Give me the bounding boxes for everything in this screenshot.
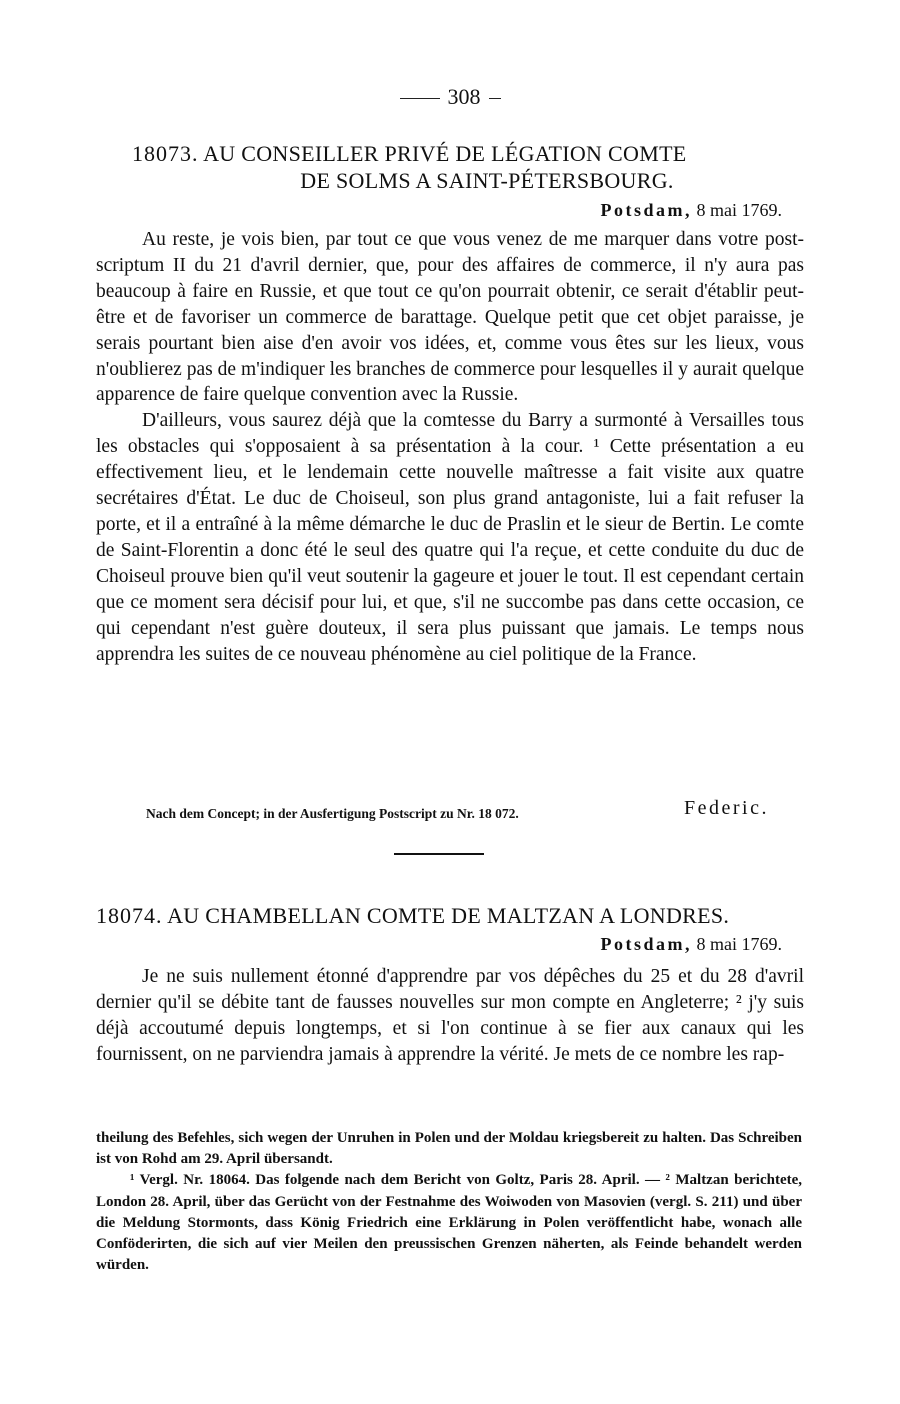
heading-line-2: DE SOLMS A SAINT-PÉTERSBOURG. (300, 168, 674, 193)
letter-number: 18073. (132, 141, 199, 166)
page-number: 308 (447, 84, 481, 109)
paragraph: Au reste, je vois bien, par tout ce que vous venez de me marquer dans votre post-scriptum II du 21 d'avril dernier, que, pour des affaires de commerce, il n'y aura pas beaucoup à faire en Russie, et que tout ce qu'on pourrait obtenir, ce serait d'établir peut-être et de favoriser un commerce de barattage. Quelque petit que cet objet paraisse, je serais pourtant bien aise d'en avoir vos idées, et, comme vous êtes sur les lieux, vous n'oublierez pas de m'indiquer les branches de commerce pour lesquelles il y aurait quelque apparence de faire quelque convention avec la Russie. (96, 229, 804, 406)
footnotes (96, 1128, 802, 1276)
footnote-text: ¹ Vergl. Nr. 18064. Das folgende nach dem Bericht von Goltz, Paris 28. April. — ² Maltzan berichtete, London 28. April, über das Gerücht von der Festnahme des Woiwoden von Masovien (vergl. S. 211) und über die Meldung Stormonts, dass König Friedrich eine Erklärung in Polen veröffentlicht habe, wonach alle Conföderirten, die sich auf vier Meilen den preussischen Grenzen näherten, als Feinde behandelt werden würden. (96, 1172, 802, 1274)
header-dash-left (400, 98, 440, 99)
footnote-continuation: theilung des Befehles, sich wegen der Unruhen in Polen und der Moldau kriegsbereit zu halten. Das Schreiben ist von Rohd am 29. April übersandt. (96, 1130, 802, 1168)
section-divider (394, 853, 484, 855)
letter-number: 18074. (96, 903, 163, 928)
heading-line-1: AU CONSEILLER PRIVÉ DE LÉGATION COMTE (203, 141, 687, 166)
source-note: Nach dem Concept; in der Ausfertigung Postscript zu Nr. 18 072. (146, 806, 519, 821)
letter-heading-18074 (96, 902, 804, 929)
dateline-place: Potsdam, (600, 200, 692, 220)
letter-body-18073 (96, 227, 804, 667)
paragraph: D'ailleurs, vous saurez déjà que la comtesse du Barry a surmonté à Versailles tous les obstacles qui s'opposaient à sa présentation à la cour. ¹ Cette présentation a eu effectivement lieu, et le lendemain cette nouvelle maîtresse a fait visite aux quatre secrétaires d'État. Le duc de Choiseul, son plus grand antagoniste, lui a fait refuser la porte, et il a entraîné à la même démarche le duc de Praslin et le sieur de Bertin. Le comte de Saint-Florentin a donc été le seul des quatre qui l'a reçue, et cette conduite du duc de Choiseul prouve bien qu'il veut soutenir la gageure et jouer le tout. Il est cependant certain que ce moment sera décisif pour lui, et que, s'il ne succombe pas dans cette occasion, ce qui cependant n'est guère douteux, il sera plus puissant que jamais. Le temps nous apprendra les suites de ce nouveau phénomène au ciel politique de la France. (96, 410, 804, 665)
signature: Federic. (684, 797, 769, 819)
page-header (0, 84, 900, 110)
header-dash-right (489, 98, 501, 99)
dateline-18074 (601, 933, 783, 955)
dateline-date: 8 mai 1769. (696, 934, 782, 954)
letter-heading-18073 (132, 140, 782, 194)
letter-body-18074 (96, 964, 804, 1068)
dateline-date: 8 mai 1769. (696, 200, 782, 220)
dateline-18073 (601, 199, 783, 221)
heading-line-1: AU CHAMBELLAN COMTE DE MALTZAN A LONDRES. (167, 903, 730, 928)
dateline-place: Potsdam, (600, 934, 692, 954)
paragraph: Je ne suis nullement étonné d'apprendre par vos dépêches du 25 et du 28 d'avril dernier qu'il se débite tant de fausses nouvelles sur mon compte en Angleterre; ² j'y suis déjà accoutumé depuis longtemps, et si l'on continue à se fier aux canaux qui les fournissent, on ne parviendra jamais à apprendre la vérité. Je mets de ce nombre les rap- (96, 966, 804, 1065)
